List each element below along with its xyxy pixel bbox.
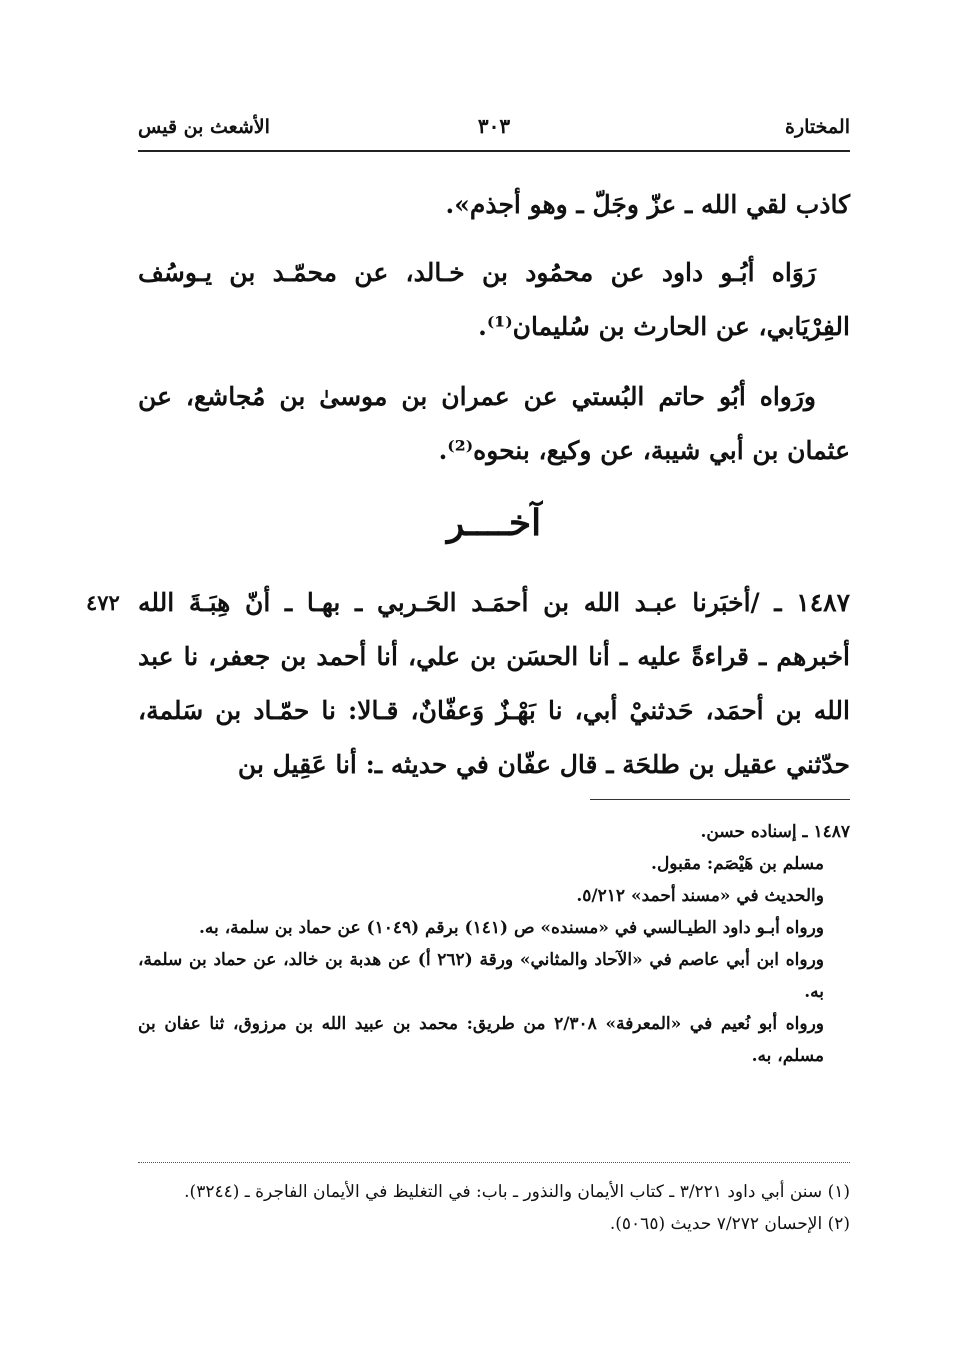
notes-divider [590, 799, 850, 800]
footnote-1: (١) سنن أبي داود ٣/٢٢١ ـ كتاب الأيمان والنذور ـ باب: في التغليظ في الأيمان الفاجرة ـ (٣٢٤٤). [184, 1182, 850, 1202]
hadith-paragraph: ١٤٨٧ ـ /أخبَرنا عبـد الله بن أحمَـد الحَـربي ـ بهـا ـ أنّ هِبَـةَ الله أخبرهم ـ قراءةً عليه ـ أنا الحسَن بن علي، أنا أحمد بن جعفر، نا عبد الله بن أحمَد، حَدثنيْ أبي، نا بَهْـزٌ وَعفّانٌ، قـالا: نا حمّـاد بن سَلمة، حدّثني عقيل بن طلحَة ـ قال عفّان في حديثه ـ: أنا عَقِيل بن [138, 588, 850, 779]
note-line: ورواه أبـو داود الطيـالسي في «مسنده» ص (١٤١) برقم (١٠٤٩) عن حماد بن سلمة، به. [199, 918, 824, 938]
section-heading: آخــــر [446, 502, 542, 544]
paragraph-1: كاذب لقي الله ـ عزّ وجَلّ ـ وهو أجذم». [445, 190, 850, 219]
footnotes [138, 1176, 850, 1240]
header-book-title: المختارة [785, 116, 850, 138]
page-number: ٣٠٣ [477, 114, 511, 138]
margin-page-reference: ٤٧٢ [86, 590, 120, 615]
note-line: والحديث في «مسند أحمد» ٥/٢١٢. [576, 886, 824, 906]
note-line: ١٤٨٧ ـ إسناده حسن. [700, 822, 850, 842]
note-line: ورواه ابن أبي عاصم في «الآحاد والمثاني» ورقة (٢٦٢ أ) عن هدبة بن خالد، عن حماد بن سلمة، به. [138, 950, 824, 1002]
running-header [138, 108, 850, 148]
header-divider [138, 150, 850, 152]
paragraph-2: رَوَاه أبُـو داود عن محمُود بن خـالد، عن محمّـد بن يـوسُف الفِرْيَابي، عن الحارث بن سُليمان⁽¹⁾. [138, 258, 850, 341]
note-line: مسلم بن هَيْصَم: مقبول. [651, 854, 824, 874]
footnote-2: (٢) الإحسان ٧/٢٧٢ حديث (٥٠٦٥). [609, 1214, 850, 1234]
paragraph-3: ورَواه أبُو حاتم البُستي عن عمران بن موسىٰ بن مُجاشع، عن عثمان بن أبي شيبة، عن وكيع، بنحوه⁽²⁾. [138, 382, 850, 465]
footnotes-divider [138, 1162, 850, 1163]
header-chapter-title: الأشعث بن قيس [138, 116, 270, 138]
note-line: ورواه أبو نُعيم في «المعرفة» ٢/٣٠٨ من طريق: محمد بن عبيد الله بن مرزوق، ثنا عفان بن مسلم، به. [138, 1014, 824, 1066]
commentary-notes [138, 816, 850, 1072]
